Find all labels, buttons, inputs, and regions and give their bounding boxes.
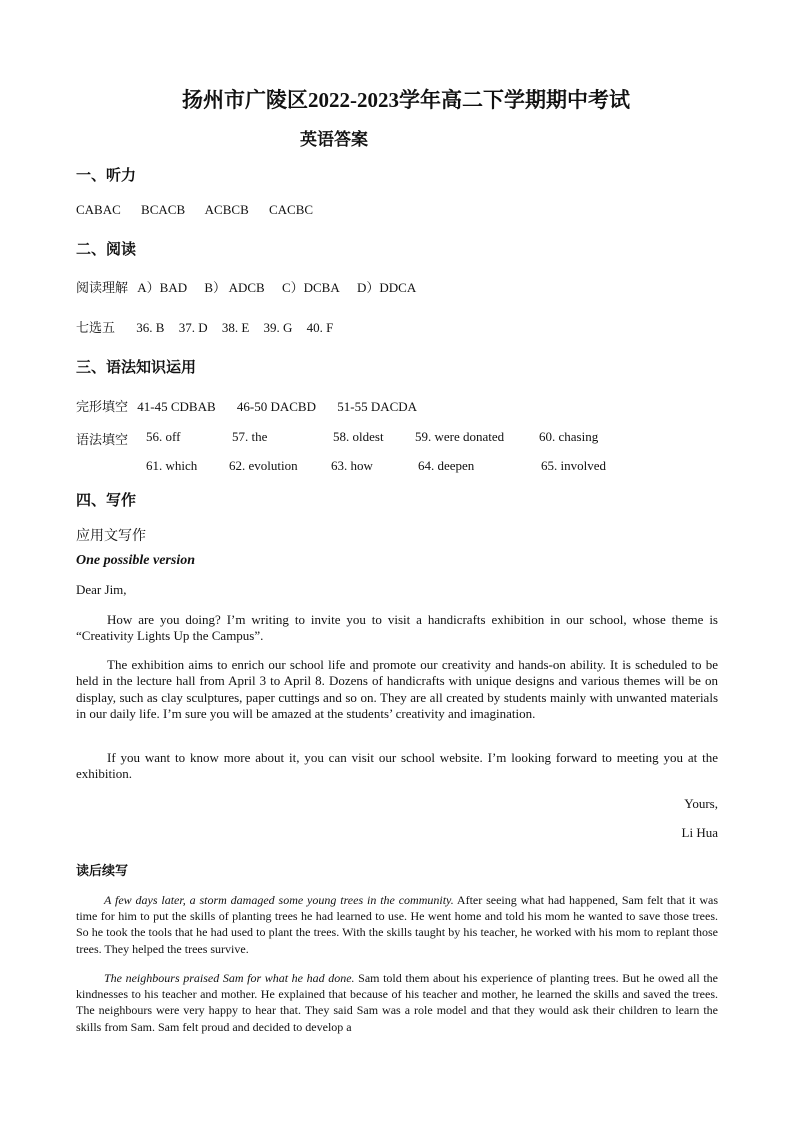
reading-answer: B） ADCB <box>204 280 265 295</box>
version-label: One possible version <box>76 553 195 568</box>
continuation-lead-sentence: A few days later, a storm damaged some young trees in the community. <box>104 893 454 907</box>
continuation-writing-label: 读后续写 <box>76 863 129 878</box>
grammar-heading: 三、语法知识运用 <box>76 360 197 376</box>
seven-five-answer: 36. B <box>136 320 165 335</box>
grammar-fill-answer: 64. deepen <box>418 458 475 473</box>
reading-comprehension-label: 阅读理解 <box>76 280 129 295</box>
grammar-fill-answer: 62. evolution <box>229 458 298 473</box>
grammar-fill-answer: 58. oldest <box>333 429 384 444</box>
reading-answer: D）DDCA <box>356 280 417 295</box>
applied-writing-label: 应用文写作 <box>76 529 146 544</box>
reading-comprehension-line <box>76 277 416 296</box>
continuation-lead-sentence: The neighbours praised Sam for what he had done. <box>104 971 355 985</box>
listening-answer: BCACB <box>141 202 186 217</box>
continuation-body: Sam told them about his experience of planting trees. But he owed all the kindnesses to his teacher and mother. He explained that because of his teacher and mother, he learned the skills and saved the trees. The neighbours were very happy to hear that. They said Sam was a role model and that they would ask their children to learn the skills from Sam. Sam felt proud and decided to develop a <box>76 971 718 1034</box>
grammar-fill-answer: 60. chasing <box>539 429 599 444</box>
letter-closing: Yours, <box>684 796 718 811</box>
seven-five-answer: 38. E <box>221 320 250 335</box>
listening-heading: 一、听力 <box>76 168 137 184</box>
cloze-label: 完形填空 <box>76 399 129 414</box>
listening-answer: ACBCB <box>204 202 249 217</box>
seven-five-answer: 37. D <box>178 320 208 335</box>
continuation-paragraph <box>76 970 718 1035</box>
grammar-fill-answer: 57. the <box>232 429 268 444</box>
seven-five-answer: 40. F <box>306 320 334 335</box>
seven-five-answer: 39. G <box>263 320 293 335</box>
grammar-fill-answer: 59. were donated <box>415 429 505 444</box>
reading-answer: A）BAD <box>137 280 188 295</box>
cloze-answer: 46-50 DACBD <box>236 399 316 414</box>
letter-signature: Li Hua <box>681 825 718 840</box>
cloze-answer: 41-45 CDBAB <box>137 399 216 414</box>
grammar-fill-answer: 65. involved <box>541 458 606 473</box>
letter-paragraph: The exhibition aims to enrich our school life and promote our creativity and hands-on ability. It is scheduled to be held in the lecture hall from April 3 to April 8. Dozens of handicrafts with unique designs and various themes will be on display, such as clay sculptures, paper cuttings and so on. They are all created by students mainly with unwanted materials in our daily life. I’m sure you will be amazed at the students’ creativity and imagination. <box>76 657 718 722</box>
cloze-line <box>76 396 417 415</box>
cloze-answer: 51-55 DACDA <box>337 399 418 414</box>
listening-answer: CABAC <box>76 202 121 217</box>
continuation-paragraph <box>76 892 718 957</box>
listening-answers <box>76 202 313 218</box>
reading-heading: 二、阅读 <box>76 242 137 258</box>
page-subtitle: 英语答案 <box>300 130 368 149</box>
seven-five-label: 七选五 <box>76 320 116 335</box>
continuation-body: After seeing what had happened, Sam felt that it was time for him to put the skills of planting trees he had learned to use. He went home and told his mom he wanted to save those trees. So he took the tools that he had used to plant the trees. With the skills taught by his teacher, he worked with his mom to replant those trees. They helped the trees survive. <box>76 893 718 956</box>
grammar-fill-answer: 63. how <box>331 458 373 473</box>
listening-answer: CACBC <box>269 202 314 217</box>
grammar-fill-label: 语法填空 <box>76 432 129 447</box>
seven-five-line <box>76 317 333 336</box>
page-title: 扬州市广陵区2022-2023学年高二下学期期中考试 <box>182 88 630 112</box>
reading-answer: C）DCBA <box>281 280 340 295</box>
letter-paragraph: How are you doing? I’m writing to invite you to visit a handicrafts exhibition in our school, whose theme is “Creativity Lights Up the Campus”. <box>76 612 718 644</box>
letter-paragraph: If you want to know more about it, you can visit our school website. I’m looking forward to meeting you at the exhibition. <box>76 750 718 782</box>
writing-heading: 四、写作 <box>76 493 137 509</box>
grammar-fill-answer: 61. which <box>146 458 198 473</box>
grammar-fill-answer: 56. off <box>146 429 181 444</box>
letter-greeting: Dear Jim, <box>76 582 127 597</box>
